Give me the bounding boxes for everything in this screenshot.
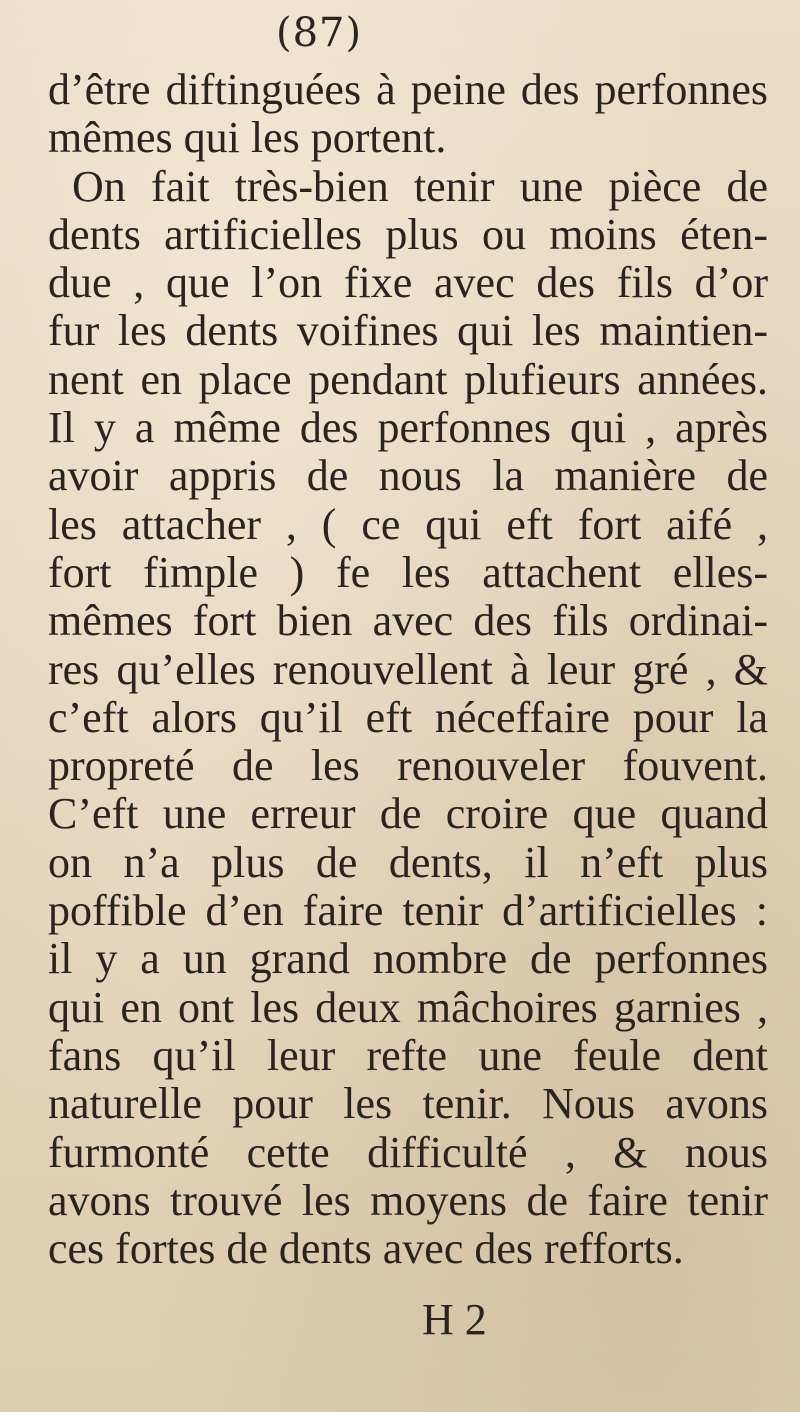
text-line: dents artificielles plus ou moins éten- <box>48 209 768 259</box>
text-line: res qu’elles renouvellent à leur gré , & <box>48 644 768 694</box>
signature-mark: H 2 <box>422 1295 487 1344</box>
text-line: fort fimple ) fe les attachent elles- <box>48 547 768 597</box>
body-text <box>48 66 768 1273</box>
text-line: propreté de les renouveler fouvent. <box>48 741 768 791</box>
text-line: poffible d’en faire tenir d’artificielles : <box>48 886 768 936</box>
text-line: nent en place pendant plufieurs années. <box>48 354 768 404</box>
text-line: qui en ont les deux mâchoires garnies , <box>48 982 768 1032</box>
text-line: mêmes qui les portent. <box>48 113 447 163</box>
text-line: avons trouvé les moyens de faire tenir <box>48 1175 768 1225</box>
text-line: les attacher , ( ce qui eft fort aifé , <box>48 499 768 549</box>
text-line: on n’a plus de dents, il n’eft plus <box>48 837 768 887</box>
page-number: (87) <box>276 10 363 56</box>
text-line: naturelle pour les tenir. Nous avons <box>48 1079 768 1129</box>
text-line: d’être diftinguées à peine des perfonnes <box>48 65 768 114</box>
text-line: Il y a même des perfonnes qui , après <box>48 403 768 453</box>
text-line: C’eft une erreur de croire que quand <box>48 789 768 839</box>
text-line: ces fortes de dents avec des refforts. <box>48 1224 684 1274</box>
text-line: On fait très-bien tenir une pièce de <box>72 161 768 211</box>
text-line: due , que l’on fixe avec des fils d’or <box>48 258 768 308</box>
text-line: avoir appris de nous la manière de <box>48 451 768 501</box>
text-line: c’eft alors qu’il eft néceffaire pour la <box>48 692 768 742</box>
text-line: mêmes fort bien avec des fils ordinai- <box>48 596 768 646</box>
text-line: furmonté cette difficulté , & nous <box>48 1127 768 1177</box>
text-line: il y a un grand nombre de perfonnes <box>48 934 768 984</box>
text-line: fur les dents voifines qui les maintien- <box>48 306 768 356</box>
text-line: fans qu’il leur refte une feule dent <box>48 1030 768 1080</box>
